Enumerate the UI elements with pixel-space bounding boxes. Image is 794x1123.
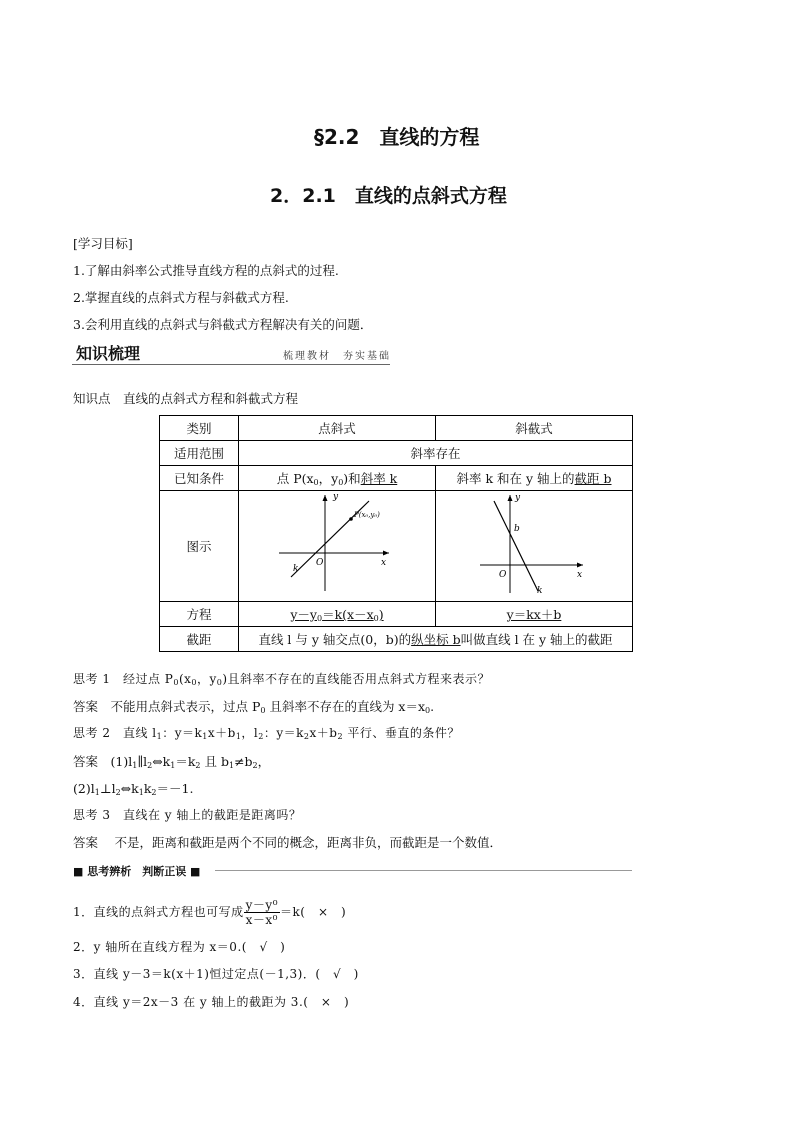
goal-item: 2.掌握直线的点斜式方程与斜截式方程.: [73, 290, 289, 305]
subscript: 1: [156, 732, 163, 741]
subscript: 0: [316, 614, 323, 623]
text: k: [143, 781, 152, 796]
subscript: 2: [195, 761, 201, 770]
text: ⇔k: [152, 754, 171, 769]
think-question: 思考 3 直线在 y 轴上的截距是距离吗？: [73, 808, 302, 822]
goal-item: 3.会利用直线的点斜式与斜截式方程解决有关的问题．: [73, 317, 373, 332]
think-answer: [73, 752, 270, 770]
table-row-label: 适用范围: [160, 441, 239, 466]
banner-subtitle: 梳理教材 夯实基础: [283, 351, 391, 362]
text: x＋b: [207, 726, 236, 740]
y-arrow-icon: [323, 495, 328, 501]
table-cell: 斜率存在: [239, 441, 633, 466]
equation: [290, 607, 383, 622]
text: 点 P(x: [276, 471, 314, 486]
think-answer: [73, 697, 434, 715]
judge-item: 2．y 轴所在直线方程为 x＝0.( √ ): [73, 940, 286, 954]
x-arrow-icon: [383, 551, 389, 556]
judge-item: [73, 898, 346, 927]
table-cell: [436, 466, 633, 491]
table-header: 斜截式: [436, 416, 633, 441]
banner-title: 知识梳理: [76, 344, 141, 363]
text: ，: [257, 754, 271, 769]
subscript: 0: [338, 478, 344, 487]
think-answer: [73, 779, 193, 797]
text: ＝k( × ): [280, 905, 347, 919]
table-row-label: 已知条件: [160, 466, 239, 491]
table-row-label: 方程: [160, 602, 239, 627]
table-row-label: 图示: [160, 491, 239, 602]
table-cell: [436, 602, 633, 627]
y-axis-label: y: [515, 493, 521, 503]
text: ): [378, 607, 384, 622]
table-cell: [436, 491, 633, 602]
subscript: 0: [191, 678, 197, 687]
think-question: [73, 670, 490, 687]
table-cell: [239, 466, 436, 491]
subscript: 1: [138, 788, 144, 797]
goals-label: [学习目标]: [73, 236, 133, 251]
text: ≠b: [234, 754, 253, 769]
section-rule: [215, 870, 632, 871]
text: 斜率 k 和在 y 轴上的: [456, 471, 575, 486]
subscript: 2: [252, 761, 258, 770]
text: 答案 不能用点斜式表示，过点 P: [73, 699, 261, 714]
subscript: 1: [170, 761, 176, 770]
x-arrow-icon: [577, 563, 583, 568]
point-slope-graph: [239, 491, 435, 601]
text: ＝k(x－x: [322, 607, 374, 622]
text: 答案 (1)l: [73, 754, 133, 769]
text: )且斜率不存在的直线能否用点斜式方程来表示？: [222, 672, 491, 686]
section-header: ■ 思考辨析 判断正误 ■: [73, 865, 201, 878]
slope-intercept-graph: [436, 491, 632, 601]
origin-label: O: [499, 570, 507, 580]
judge-item: 3．直线 y－3＝k(x＋1)恒过定点(－1,3)．( √ ): [73, 967, 359, 981]
table-row-label: 截距: [160, 627, 239, 652]
table-cell: [239, 491, 436, 602]
text: 叫做直线 l 在 y 轴上的截距: [460, 632, 613, 647]
subscript: 1: [228, 761, 235, 770]
y-arrow-icon: [508, 495, 513, 501]
subscript: 2: [147, 761, 153, 770]
text: (2)l: [73, 781, 95, 796]
table-header: 类别: [160, 416, 239, 441]
text: .: [430, 699, 435, 714]
text: 且 b: [200, 754, 229, 769]
subscript: 0: [425, 706, 431, 715]
text: x＋b: [309, 726, 338, 740]
knowledge-table: [159, 415, 633, 652]
line-label: k: [537, 586, 543, 596]
fraction-numerator: y－y⁰: [245, 898, 279, 912]
subscript: 2: [303, 732, 310, 741]
x-axis-label: x: [577, 570, 583, 580]
page-title: §2.2 直线的方程: [314, 125, 480, 149]
point-label: P(x₀,y₀): [354, 511, 380, 519]
origin-label: O: [316, 558, 324, 568]
text: ：y＝k: [162, 726, 203, 740]
table-header: 点斜式: [239, 416, 436, 441]
text: ，y: [318, 471, 339, 486]
subscript: 2: [151, 788, 157, 797]
subscript: 1: [94, 788, 100, 797]
underlined-text: 纵坐标 b: [411, 632, 461, 647]
intercept-label: b: [514, 524, 520, 534]
table-cell: [239, 627, 633, 652]
goal-item: 1.了解由斜率公式推导直线方程的点斜式的过程.: [73, 263, 339, 278]
text: ⊥l: [99, 781, 116, 796]
knowledge-point: 知识点 直线的点斜式方程和斜截式方程: [73, 391, 299, 406]
subscript: 1: [202, 732, 208, 741]
text: ：y＝k: [263, 726, 304, 740]
subscript: 2: [258, 732, 264, 741]
text: ，y: [196, 672, 217, 686]
subscript: 0: [173, 678, 179, 687]
fraction-denominator: x－x⁰: [245, 913, 278, 927]
text: ，l: [241, 726, 259, 740]
equation: y＝kx＋b: [506, 607, 562, 622]
subscript: 2: [337, 732, 344, 741]
judge-item: 4．直线 y＝2x－3 在 y 轴上的截距为 3.( × ): [73, 995, 350, 1009]
subscript: 0: [373, 614, 379, 623]
text: 且斜率不存在的直线为 x＝x: [265, 699, 426, 714]
underlined-text: 斜率 k: [360, 471, 398, 486]
text: 思考 2 直线 l: [73, 726, 157, 740]
text: 思考 1 经过点 P: [73, 672, 174, 686]
y-axis-label: y: [333, 492, 339, 502]
section-subtitle: 2．2.1 直线的点斜式方程: [270, 185, 507, 207]
text: )和: [343, 471, 361, 486]
subscript: 1: [132, 761, 138, 770]
subscript: 0: [260, 706, 266, 715]
subscript: 0: [313, 478, 319, 487]
table-cell: [239, 602, 436, 627]
x-axis-label: x: [381, 558, 387, 568]
subscript: 0: [216, 678, 223, 687]
think-answer: 答案 不是，距离和截距是两个不同的概念，距离非负，而截距是一个数值．: [73, 835, 502, 850]
text: ∥l: [137, 754, 148, 769]
underlined-text: 截距 b: [574, 471, 612, 486]
fraction: [244, 898, 280, 927]
text: 平行、垂直的条件？: [343, 726, 460, 740]
banner-underline: [72, 364, 390, 365]
line-label: k: [293, 564, 299, 574]
text: ＝－1.: [156, 781, 194, 796]
text: ＝k: [175, 754, 196, 769]
text: ⇔k: [120, 781, 139, 796]
subscript: 2: [115, 788, 121, 797]
text: y－y: [290, 607, 317, 622]
text: 直线 l 与 y 轴交点(0，b)的: [258, 632, 412, 647]
think-question: [73, 724, 460, 741]
point-p: [349, 517, 353, 521]
subscript: 1: [235, 732, 242, 741]
text: (x: [178, 672, 192, 686]
text: 1．直线的点斜式方程也可写成: [73, 905, 244, 919]
